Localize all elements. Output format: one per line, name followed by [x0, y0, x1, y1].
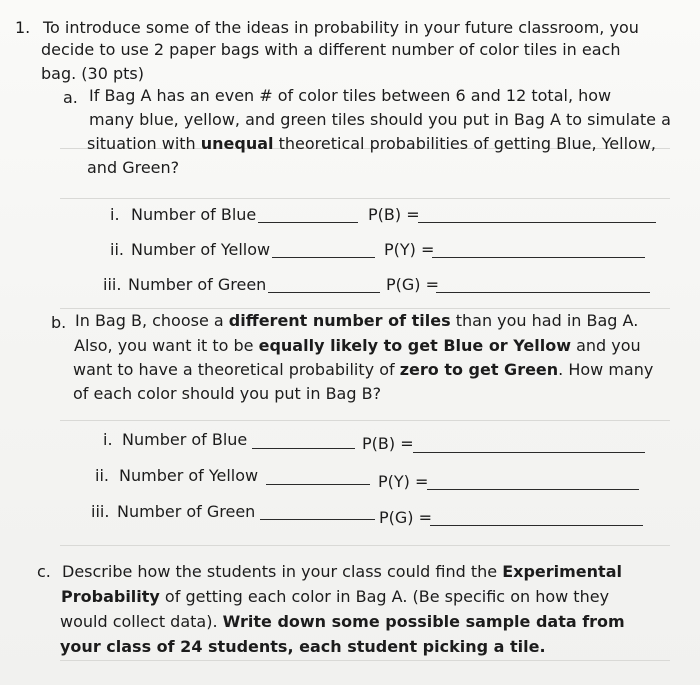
part-a-letter: a. — [63, 88, 78, 107]
a-green-count-blank[interactable] — [268, 292, 380, 293]
emphasis-probability: Probability — [61, 587, 160, 606]
b-yellow-prob-blank[interactable] — [427, 489, 639, 490]
b-item-i-numeral: i. — [103, 430, 113, 449]
b-item-iii-prob: P(G) = — [379, 508, 433, 527]
a-item-ii-numeral: ii. — [110, 240, 124, 259]
b-item-ii-prob: P(Y) = — [378, 472, 429, 491]
text-span: . How many — [558, 360, 654, 379]
text-span: Also, you want it to be — [74, 336, 259, 355]
emphasis-sample-data: Write down some possible sample data from — [222, 612, 625, 631]
text-span: would collect data). — [60, 612, 223, 631]
part-b-line-4: of each color should you put in Bag B? — [73, 384, 382, 403]
part-c-line-3 — [60, 612, 625, 632]
paper-rule — [60, 198, 670, 199]
part-b-line-1 — [75, 311, 638, 331]
a-item-iii-label: Number of Green — [128, 275, 267, 294]
b-item-iii-numeral: iii. — [91, 502, 110, 521]
b-item-ii-label: Number of Yellow — [119, 466, 259, 485]
intro-line-1: To introduce some of the ideas in probability in your future classroom, you — [43, 18, 639, 37]
text-span: and you — [570, 336, 641, 355]
part-b-letter: b. — [51, 313, 67, 332]
emphasis-different-tiles: different number of tiles — [228, 311, 451, 330]
a-item-i-prob: P(B) = — [368, 205, 420, 224]
a-item-iii-prob: P(G) = — [386, 275, 440, 294]
part-b-line-3 — [73, 360, 653, 380]
part-a-line-2: many blue, yellow, and green tiles should you put in Bag A to simulate a — [89, 110, 671, 129]
emphasis-unequal: unequal — [200, 134, 274, 153]
text-span: want to have a theoretical probability of — [73, 360, 400, 379]
question-number: 1. — [15, 18, 31, 37]
paper-rule — [60, 308, 670, 309]
b-blue-prob-blank[interactable] — [413, 452, 645, 453]
a-item-ii-label: Number of Yellow — [131, 240, 271, 259]
paper-rule — [60, 660, 670, 661]
text-span: theoretical probabilities of getting Blue, Yellow, — [273, 134, 656, 153]
part-a-line-4: and Green? — [87, 158, 180, 177]
text-span: In Bag B, choose a — [75, 311, 229, 330]
a-item-ii-prob: P(Y) = — [384, 240, 435, 259]
b-green-prob-blank[interactable] — [430, 525, 643, 526]
text-span: situation with — [87, 134, 201, 153]
a-item-iii-numeral: iii. — [103, 275, 122, 294]
a-item-i-label: Number of Blue — [131, 205, 257, 224]
emphasis-equally-likely: equally likely to get Blue or Yellow — [258, 336, 571, 355]
a-yellow-prob-blank[interactable] — [432, 257, 645, 258]
emphasis-zero-green: zero to get Green — [399, 360, 559, 379]
b-green-count-blank[interactable] — [260, 519, 375, 520]
a-green-prob-blank[interactable] — [436, 292, 650, 293]
emphasis-experimental: Experimental — [502, 562, 622, 581]
a-blue-prob-blank[interactable] — [418, 222, 656, 223]
paper-rule — [60, 545, 670, 546]
part-b-line-2 — [74, 336, 641, 356]
part-c-line-1 — [62, 562, 622, 582]
intro-line-2: decide to use 2 paper bags with a different number of color tiles in each — [41, 40, 621, 59]
text-span: Describe how the students in your class could find the — [62, 562, 503, 581]
a-blue-count-blank[interactable] — [258, 222, 358, 223]
b-blue-count-blank[interactable] — [252, 448, 355, 449]
b-item-ii-numeral: ii. — [95, 466, 109, 485]
part-a-line-1: If Bag A has an even # of color tiles between 6 and 12 total, how — [89, 86, 612, 105]
part-c-line-2 — [61, 587, 609, 607]
part-c-letter: c. — [37, 562, 51, 581]
b-item-i-prob: P(B) = — [362, 434, 414, 453]
text-span: of getting each color in Bag A. (Be specific on how they — [159, 587, 610, 606]
b-yellow-count-blank[interactable] — [266, 484, 370, 485]
text-span: than you had in Bag A. — [450, 311, 639, 330]
part-a-line-3 — [87, 134, 656, 154]
paper-rule — [60, 420, 670, 421]
b-item-i-label: Number of Blue — [122, 430, 248, 449]
part-c-line-4: your class of 24 students, each student picking a tile. — [60, 637, 546, 656]
intro-line-3: bag. (30 pts) — [41, 64, 144, 83]
b-item-iii-label: Number of Green — [117, 502, 256, 521]
a-item-i-numeral: i. — [110, 205, 120, 224]
a-yellow-count-blank[interactable] — [272, 257, 375, 258]
